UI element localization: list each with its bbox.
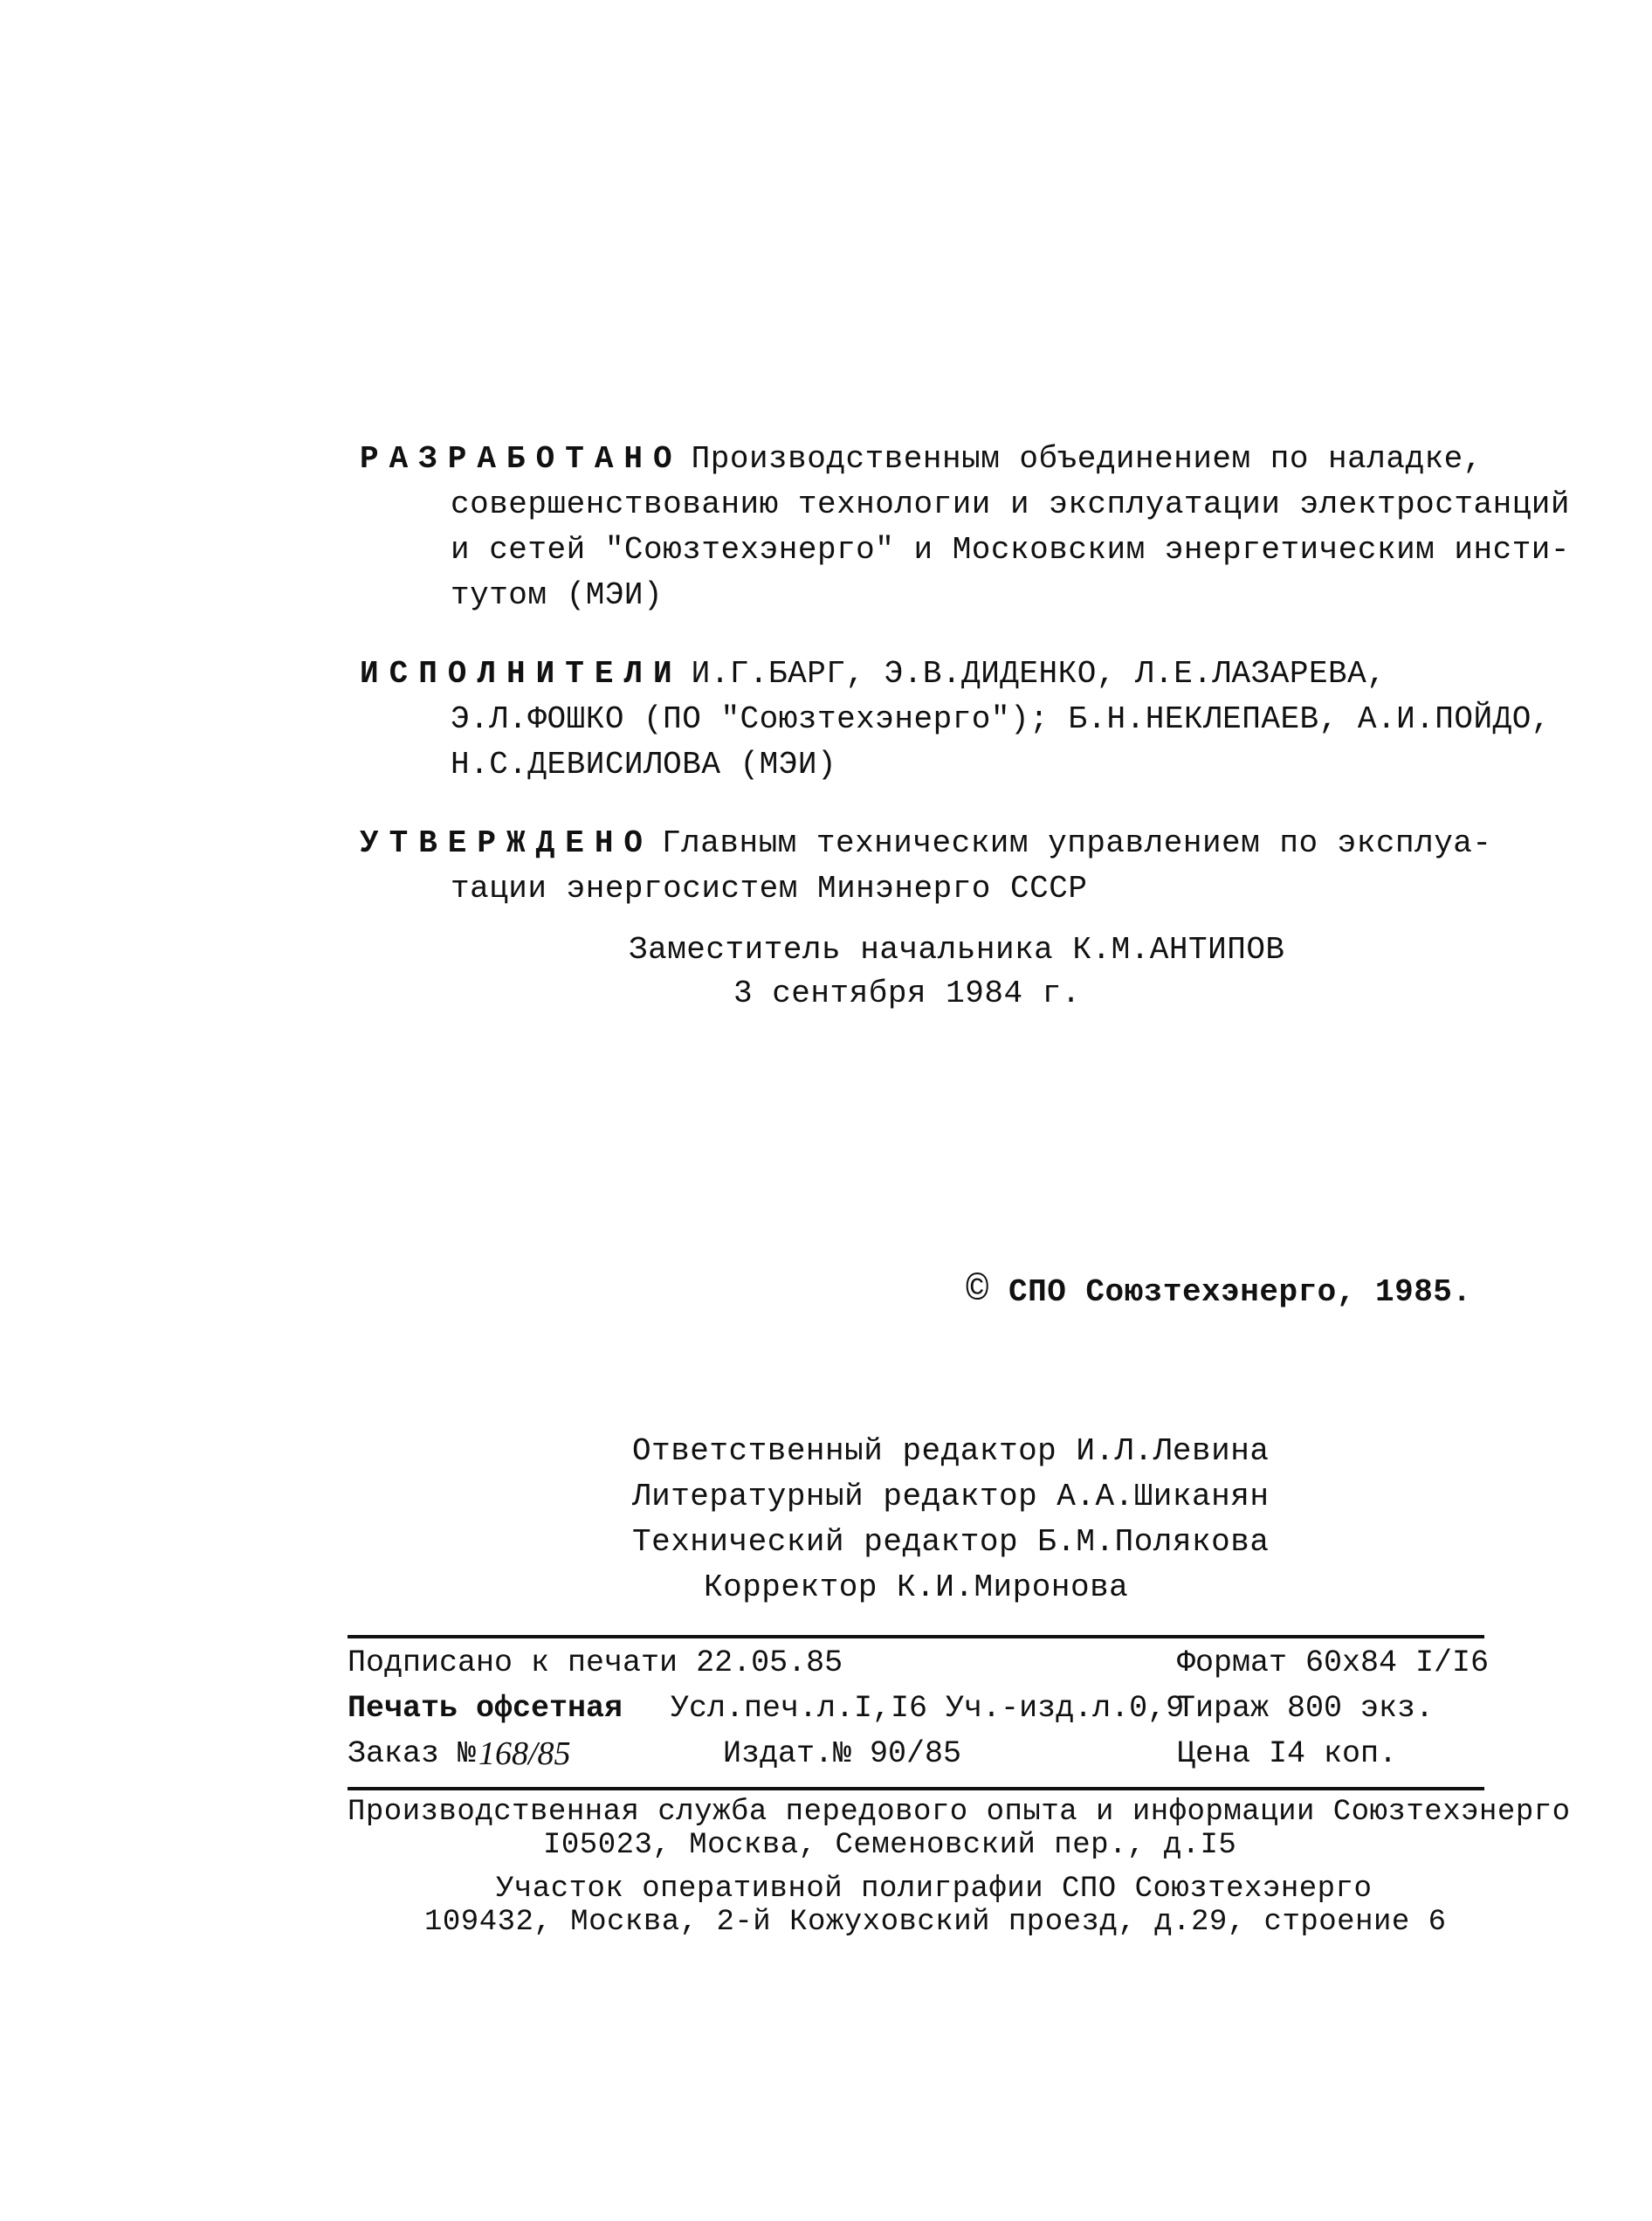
editors-section bbox=[632, 1429, 1269, 1611]
approved-signer: Заместитель начальника К.М.АНТИПОВ bbox=[629, 932, 1285, 968]
imprint-bottom-rule bbox=[348, 1787, 1484, 1790]
publisher-section bbox=[348, 1796, 1571, 1862]
copyright-icon: © bbox=[966, 1269, 989, 1313]
performers-section bbox=[360, 652, 1551, 788]
editor-responsible: Ответственный редактор И.Л.Левина bbox=[632, 1433, 1270, 1469]
imprint-price: Цена I4 коп. bbox=[1177, 1736, 1398, 1771]
imprint-top-rule bbox=[348, 1635, 1484, 1638]
imprint-run: Тираж 800 экз. bbox=[1177, 1691, 1435, 1726]
approved-section bbox=[360, 821, 1492, 912]
imprint-order-number: 168/85 bbox=[478, 1735, 571, 1772]
performers-heading: ИСПОЛНИТЕЛИ bbox=[360, 656, 683, 692]
publisher-line-1: Производственная служба передового опыта и информации Союзтехэнерго bbox=[348, 1796, 1571, 1829]
copyright-line bbox=[966, 1268, 1472, 1315]
developed-line-2: совершенствованию технологии и эксплуатации электростанций bbox=[451, 486, 1571, 522]
approved-line-1: Главным техническим управлением по эксплуа- bbox=[662, 825, 1492, 861]
developed-line-1: Производственным объединением по наладке, bbox=[691, 441, 1483, 477]
approved-heading: УТВЕРЖДЕНО bbox=[360, 825, 654, 861]
copyright-text: СПО Союзтехэнерго, 1985. bbox=[1008, 1274, 1472, 1310]
imprint-pub-no: Издат.№ 90/85 bbox=[723, 1736, 962, 1771]
imprint-order-label: Заказ № bbox=[348, 1736, 477, 1771]
editor-literary: Литературный редактор А.А.Шиканян bbox=[632, 1479, 1270, 1514]
imprint-format: Формат 60х84 I/I6 bbox=[1177, 1645, 1490, 1680]
performers-line-3: Н.С.ДЕВИСИЛОВА (МЭИ) bbox=[451, 747, 837, 783]
editor-technical: Технический редактор Б.М.Полякова bbox=[632, 1524, 1270, 1560]
printer-line-2: 109432, Москва, 2-й Кожуховский проезд, д.29, строение 6 bbox=[424, 1906, 1447, 1939]
approved-line-2: тации энергосистем Минэнерго СССР bbox=[451, 871, 1088, 907]
developed-heading: РАЗРАБОТАНО bbox=[360, 441, 683, 477]
publisher-line-2: I05023, Москва, Семеновский пер., д.I5 bbox=[543, 1829, 1237, 1862]
performers-line-2: Э.Л.ФОШКО (ПО "Союзтехэнерго"); Б.Н.НЕКЛЕПАЕВ, А.И.ПОЙДО, bbox=[451, 701, 1551, 737]
printer-line-1: Участок оперативной полиграфии СПО Союзтехэнерго bbox=[496, 1873, 1373, 1906]
printer-section bbox=[424, 1873, 1447, 1939]
imprint-sheets: Усл.печ.л.I,I6 Уч.-изд.л.0,9 bbox=[671, 1691, 1185, 1726]
developed-line-3: и сетей "Союзтехэнерго" и Московским энергетическим инсти- bbox=[451, 532, 1571, 568]
performers-line-1: И.Г.БАРГ, Э.В.ДИДЕНКО, Л.Е.ЛАЗАРЕВА, bbox=[691, 656, 1387, 692]
imprint-row-1 bbox=[348, 1645, 1491, 1687]
approved-date: 3 сентября 1984 г. bbox=[733, 976, 1081, 1011]
imprint-row-2 bbox=[348, 1691, 1491, 1733]
imprint-signed: Подписано к печати 22.05.85 bbox=[348, 1645, 843, 1680]
imprint-row-3 bbox=[348, 1736, 1491, 1778]
developed-section bbox=[360, 437, 1570, 618]
developed-line-4: тутом (МЭИ) bbox=[451, 577, 664, 613]
imprint-print-type: Печать офсетная bbox=[348, 1691, 623, 1726]
editor-proofreader: Корректор К.И.Миронова bbox=[704, 1569, 1129, 1605]
